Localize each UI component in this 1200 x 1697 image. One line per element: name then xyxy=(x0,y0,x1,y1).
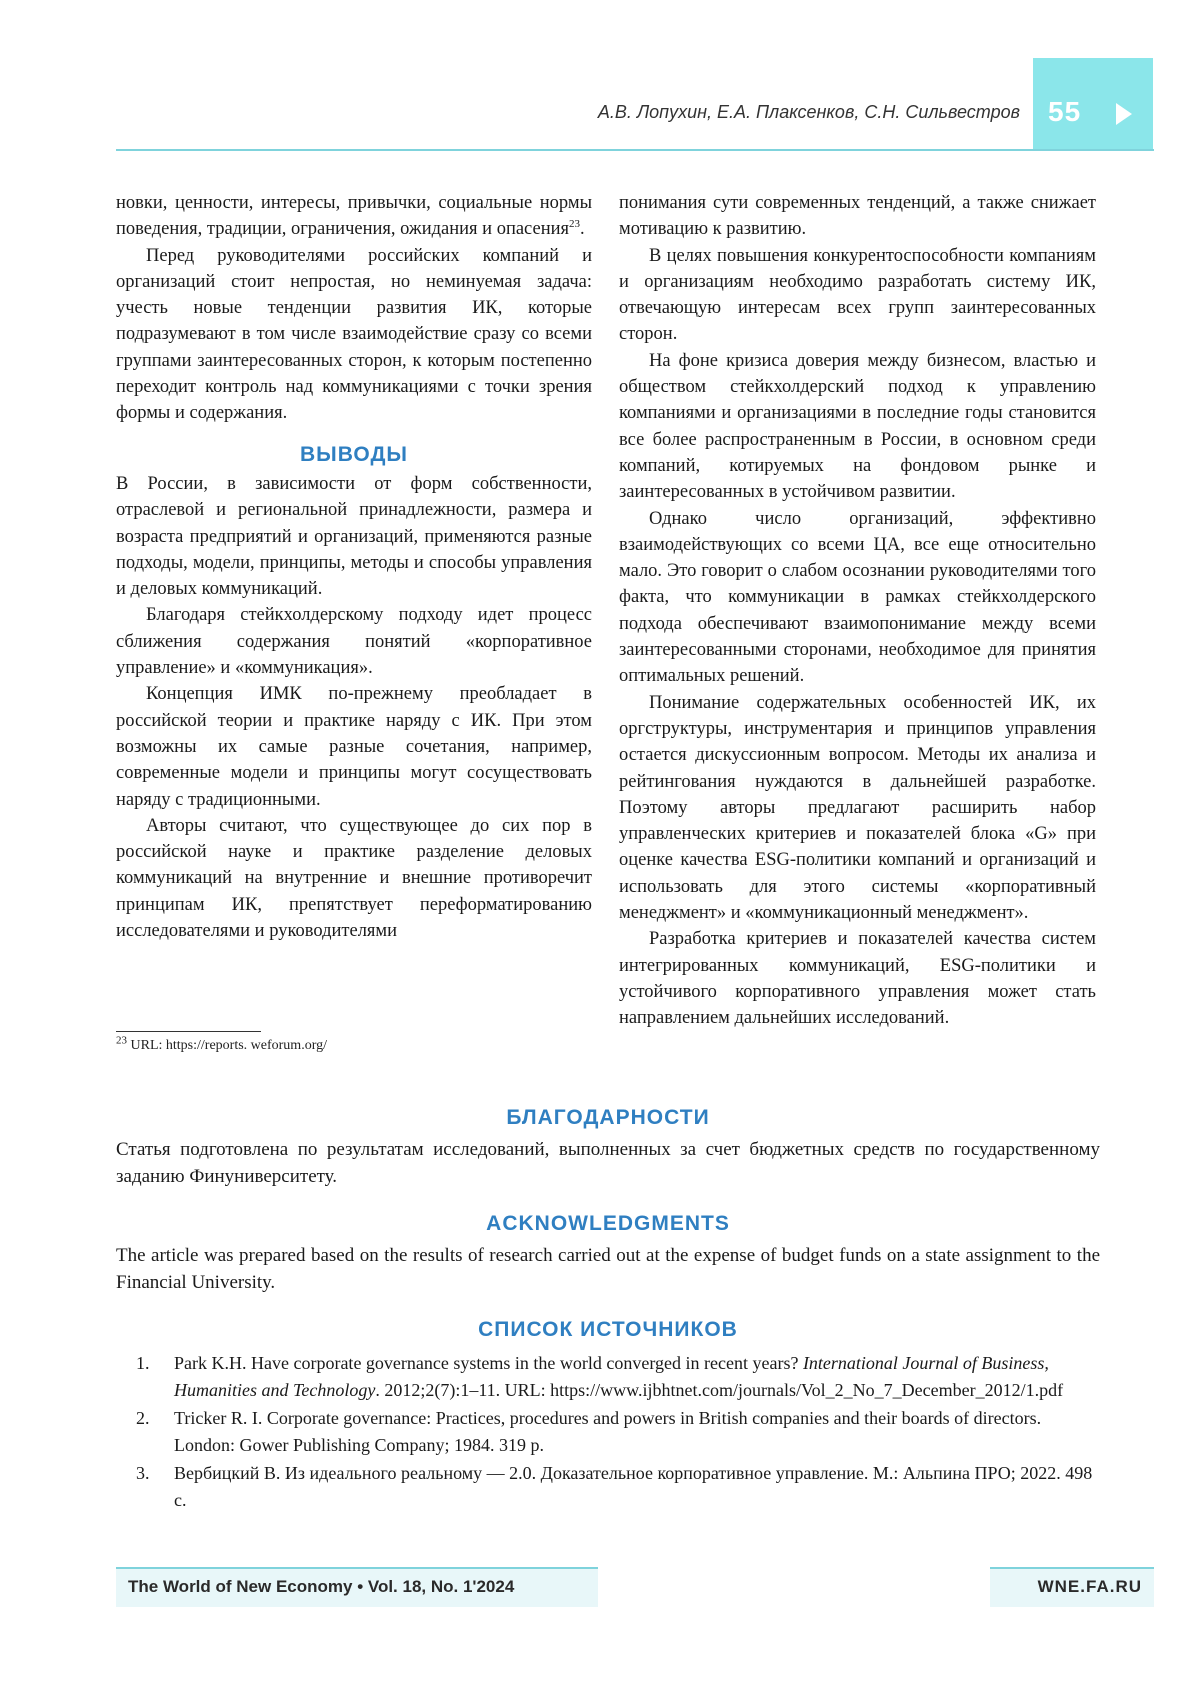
journal-citation: The World of New Economy • Vol. 18, No. 1'2024 xyxy=(128,1577,515,1596)
paragraph: На фоне кризиса доверия между бизнесом, властью и обществом стейкхолдерский подход к управлению компаниями и организациями в последние годы становится все более распространенным в России, в основном среди компаний, котируемых на фондовом рынке и заинтересованных в устойчивом развитии. xyxy=(619,350,1096,503)
references-list xyxy=(116,1350,1100,1515)
paragraph: Благодаря стейкхолдерскому подходу идет процесс сближения содержания понятий «корпоративное управление» и «коммуникация». xyxy=(116,605,592,679)
reference-number: 3. xyxy=(136,1463,150,1483)
reference-url[interactable]: . 2012;2(7):1–11. URL: https://www.ijbhtnet.com/journals/Vol_2_No_7_December_2012/1.pdf xyxy=(375,1379,1064,1400)
paragraph: Концепция ИМК по-прежнему преобладает в российской теории и практике наряду с ИК. При этом возможны их самые разные сочетания, например, современные модели и принципы могут сосуществовать наряду с традиционными. xyxy=(116,684,592,810)
right-column xyxy=(619,190,1096,1032)
section-title-thanks: БЛАГОДАРНОСТИ xyxy=(506,1106,710,1129)
reference-item: 3. Вербицкий В. Из идеального реальному — 2.0. Доказательное корпоративное управление. М.: Альпина ПРО; 2022. 498 с. xyxy=(116,1460,1100,1513)
footnote-text[interactable]: URL: https://reports. weforum.org/ xyxy=(127,1038,327,1053)
header-divider xyxy=(116,149,1154,151)
reference-number: 1. xyxy=(136,1353,150,1373)
reference-item: 2. Tricker R. I. Corporate governance: Practices, procedures and powers in British companies and their boards of directors. London: Gower Publishing Company; 1984. 319 p. xyxy=(116,1405,1100,1458)
paragraph: Перед руководителями российских компаний и организаций стоит непростая, но неминуемая задача: учесть новые тенденции развития ИК, которые подразумевают в том числе взаимодействие сразу со всеми группами заинтересованных сторон, к которым постепенно переходит контроль над коммуникациями с точки зрения формы и содержания. xyxy=(116,245,592,424)
paragraph: Однако число организаций, эффективно взаимодействующих со всеми ЦА, все еще относительно мало. Это говорит о слабом осознании руководителями того факта, что коммуникации в рамках стейкхолдерского подхода обеспечивают взаимопонимание между всеми заинтересованными сторонами, необходимое для принятия оптимальных решений. xyxy=(619,508,1096,687)
footer-journal xyxy=(116,1567,598,1607)
footnote-ref[interactable]: 23 xyxy=(569,218,581,231)
footnote xyxy=(116,1034,327,1054)
thanks-text: Статья подготовлена по результатам исследований, выполненных за счет бюджетных средств по государственному заданию Финуниверситету. xyxy=(116,1139,1100,1187)
page-number: 55 xyxy=(1048,96,1082,127)
site-link[interactable]: WNE.FA.RU xyxy=(1037,1577,1142,1596)
section-title-references: СПИСОК ИСТОЧНИКОВ xyxy=(478,1318,738,1341)
reference-number: 2. xyxy=(136,1408,150,1428)
paragraph: Авторы считают, что существующее до сих пор в российской науке и практике разделение деловых коммуникаций на внутренние и внешние противоречит принципам ИК, препятствует переформатированию исследователями и руководителями xyxy=(116,815,592,942)
paragraph: новки, ценности, интересы, привычки, социальные нормы поведения, традиции, ограничения, ожидания и опасения$^{23}$. xyxy=(116,193,592,240)
footer-site xyxy=(990,1567,1154,1607)
footnote-divider xyxy=(116,1031,261,1032)
paragraph: В целях повышения конкурентоспособности компаниям и организациям необходимо разработать систему ИК, отвечающую интересам всех групп заинтересованных сторон. xyxy=(619,245,1096,345)
paragraph: В России, в зависимости от форм собственности, отраслевой и региональной принадлежности, размера и возраста предприятий и организаций, применяются разные подходы, модели, принципы, методы и способы управления и деловых коммуникаций. xyxy=(116,473,592,600)
paragraph: Разработка критериев и показателей качества систем интегрированных коммуникаций, ESG-политики и устойчивого корпоративного управления может стать направлением дальнейших исследований. xyxy=(619,929,1096,1029)
next-arrow-icon xyxy=(1116,103,1132,125)
paragraph: Понимание содержательных особенностей ИК, их оргструктуры, инструментария и принципов управления остается дискуссионным вопросом. Методы их анализа и рейтингования нуждаются в дальнейшей разработке. Поэтому авторы предлагают расширить набор управленческих критериев и показателей блока «G» при оценке качества ESG-политики компаний и организаций и использовать для этого системы «корпоративный менеджмент» и «коммуникационный менеджмент». xyxy=(619,692,1096,924)
acknowledgments-text: The article was prepared based on the results of research carried out at the expense of budget funds on a state assignment to the Financial University. xyxy=(116,1245,1100,1293)
section-title-conclusions: ВЫВОДЫ xyxy=(300,442,408,466)
reference-item: 1. Park K.H. Have corporate governance systems in the world converged in recent years? International Journal of Business, Humanities and Technology. 2012;2(7):1–11. URL: https://www.ijbhtnet.com/journals/Vol_2_No_7_December_2012/1.pdf xyxy=(116,1350,1100,1403)
section-title-acknowledgments: ACKNOWLEDGMENTS xyxy=(486,1212,730,1235)
page-header xyxy=(0,0,1200,150)
paragraph: понимания сути современных тенденций, а также снижает мотивацию к развитию. xyxy=(619,193,1096,240)
running-header-authors: А.В. Лопухин, Е.А. Плаксенков, С.Н. Сильвестров xyxy=(597,102,1020,122)
left-column xyxy=(116,190,592,944)
footnote-marker: 23 xyxy=(116,1034,127,1047)
